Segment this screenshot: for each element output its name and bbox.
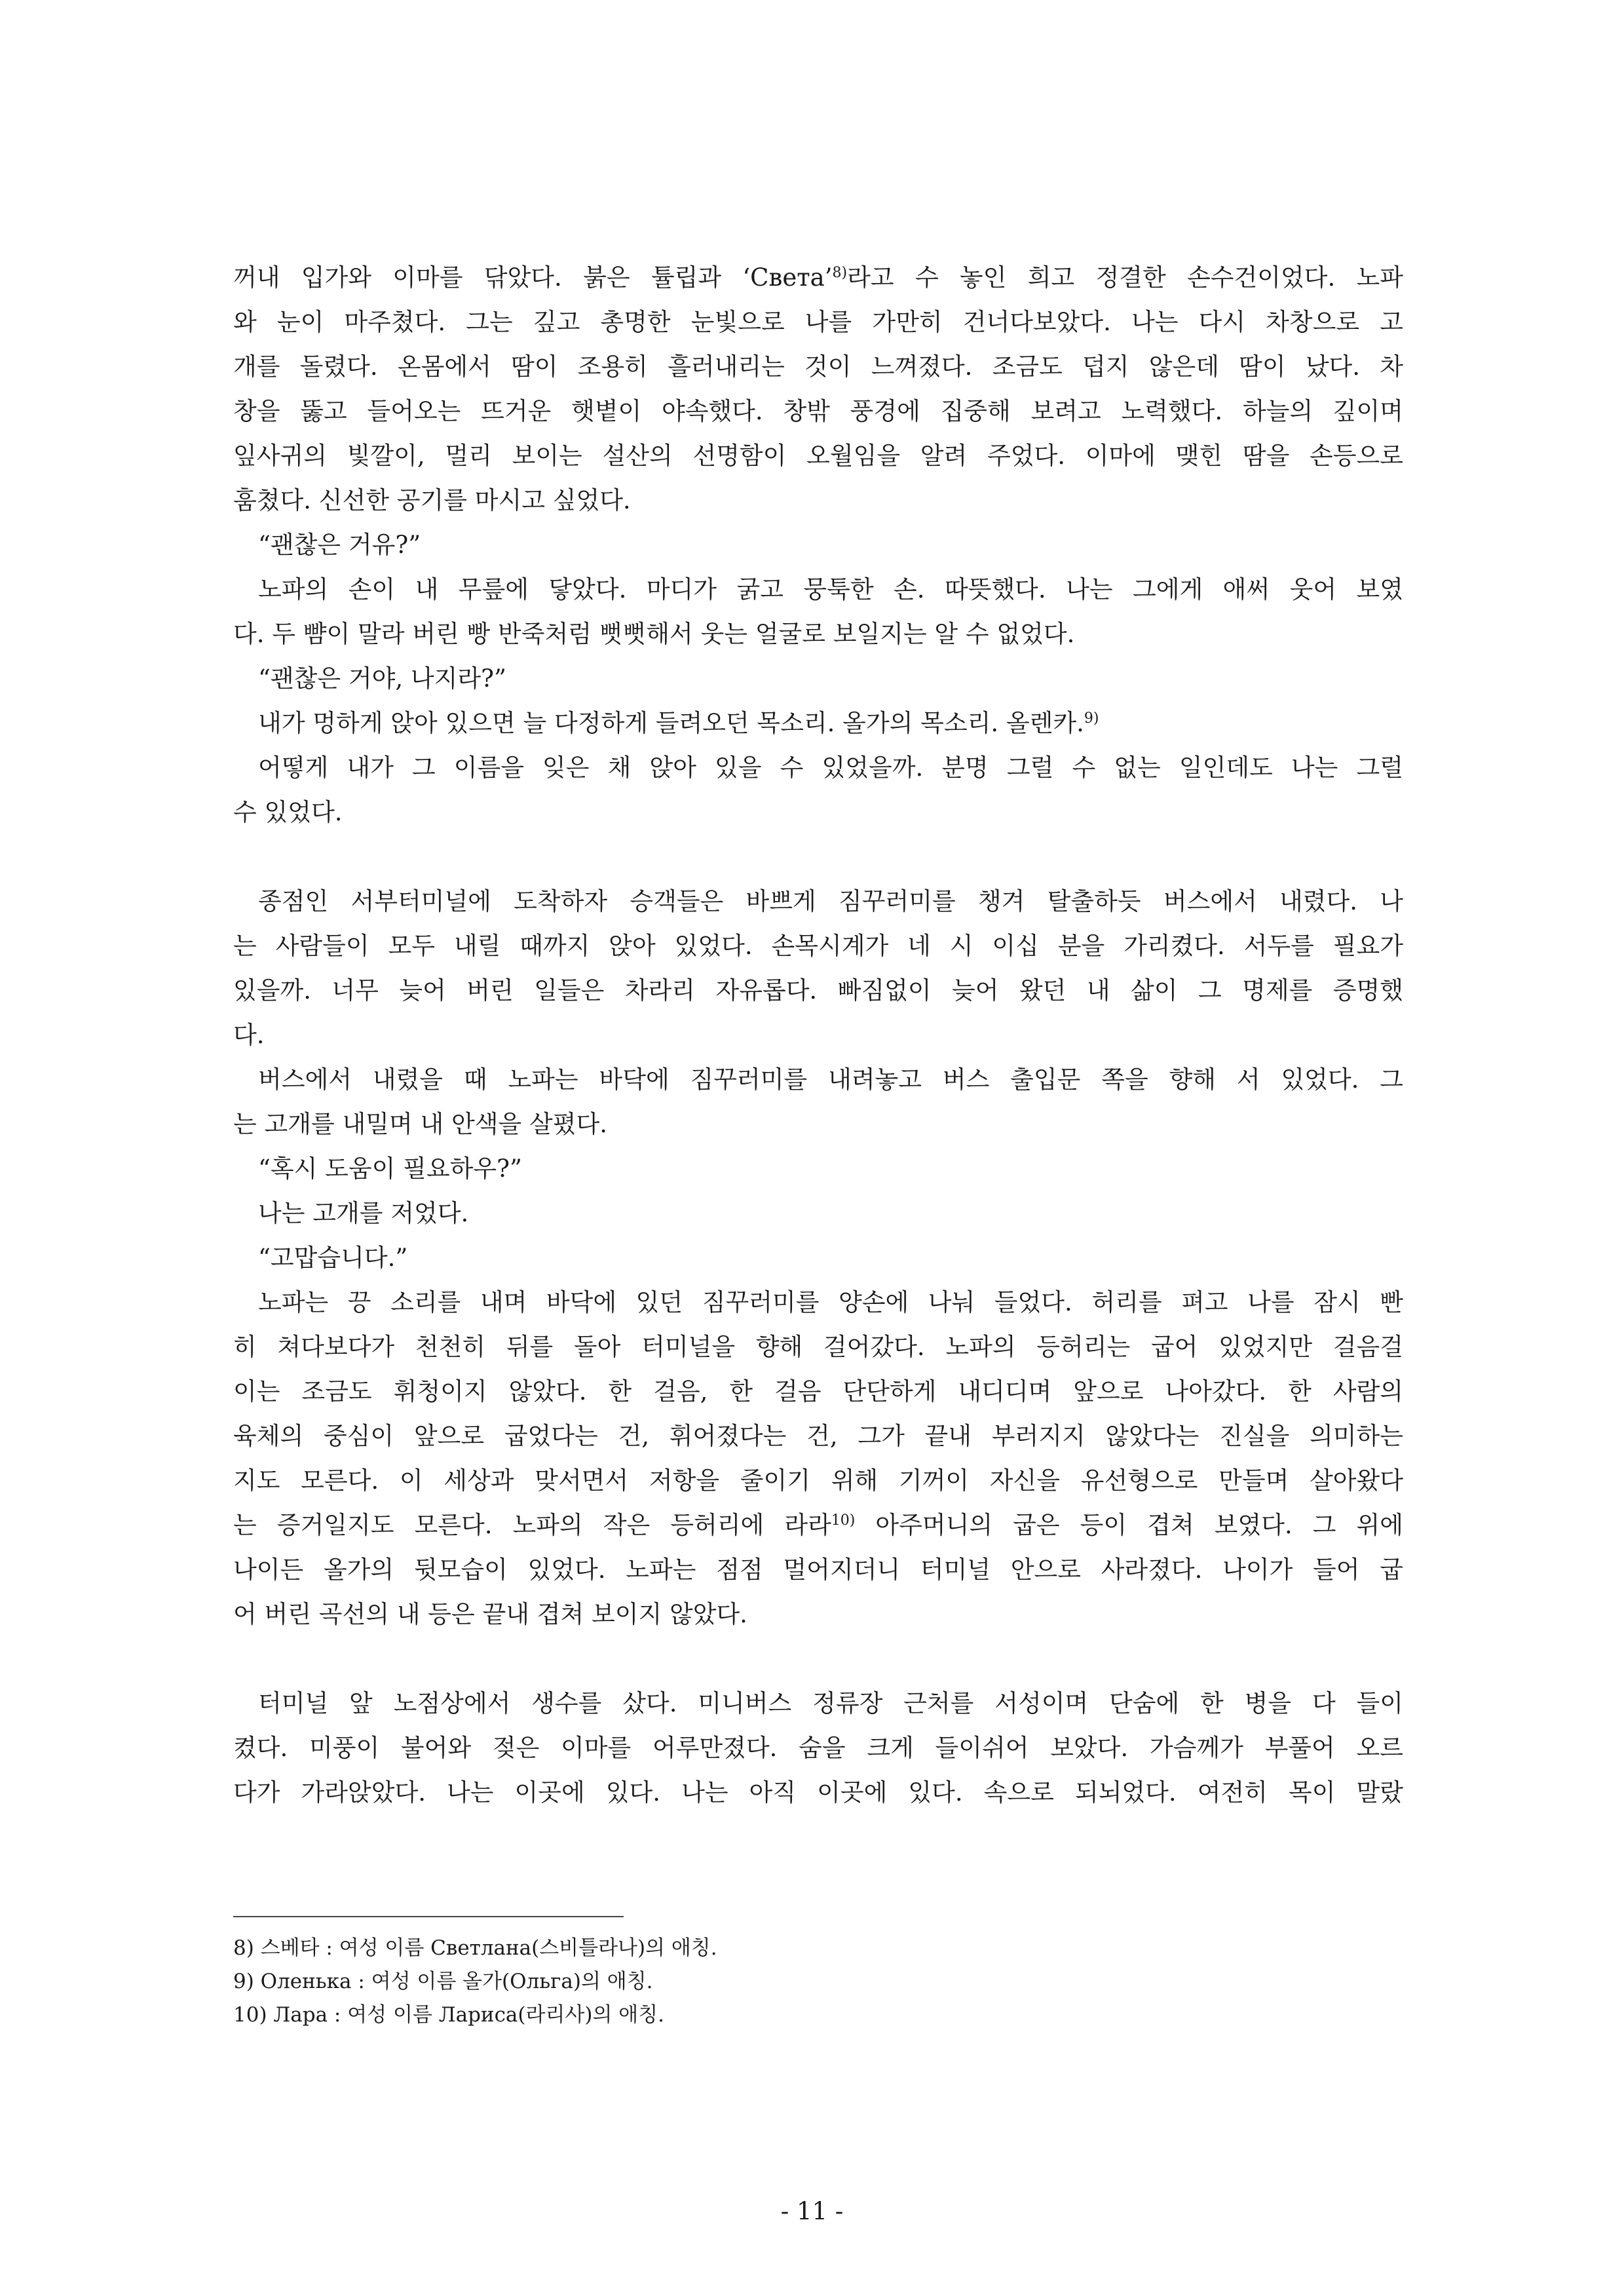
footnote-divider (233, 1916, 624, 1917)
section-break (233, 835, 1403, 879)
paragraph-line: 는 사람들이 모두 내릴 때까지 앉아 있었다. 손목시계가 네 시 이십 분을 가리켰다. 서두를 필요가 (233, 932, 1403, 960)
paragraph-line: 다가 가라앉았다. 나는 이곳에 있다. 나는 아직 이곳에 있다. 속으로 되뇌었다. 여전히 목이 말랐 (233, 1778, 1403, 1807)
section-break (233, 1637, 1403, 1681)
paragraph-line: 나는 고개를 저었다. (258, 1199, 469, 1227)
dialogue-line: “혹시 도움이 필요하우?” (258, 1155, 522, 1183)
paragraph-line: 꺼내 입가와 이마를 닦았다. 붉은 튤립과 ‘Света’$^{8)}$라고 수 놓인 희고 정결한 손수건이었다. 노파 (233, 263, 1403, 292)
footnote-9: 9) Оленька : 여성 이름 올가(Ольга)의 애칭. (233, 1970, 653, 1993)
paragraph-line: 와 눈이 마주쳤다. 그는 깊고 총명한 눈빛으로 나를 가만히 건너다보았다. 나는 다시 차창으로 고 (233, 308, 1403, 336)
paragraph-line: 이는 조금도 휘청이지 않았다. 한 걸음, 한 걸음 단단하게 내디디며 앞으로 나아갔다. 한 사람의 (233, 1377, 1403, 1406)
footnote-ref-10: 10) (831, 1512, 856, 1529)
paragraph-line: 창을 뚫고 들어오는 뜨거운 햇볕이 야속했다. 창밖 풍경에 집중해 보려고 노력했다. 하늘의 깊이며 (233, 397, 1403, 425)
dialogue-line: “괜찮은 거야, 나지라?” (258, 664, 506, 693)
footnotes (233, 1932, 1403, 2032)
paragraph-line: 는 고개를 내밀며 내 안색을 살폈다. (233, 1110, 607, 1138)
paragraph-line: 훔쳤다. 신선한 공기를 마시고 싶었다. (233, 486, 631, 514)
paragraph-line: 수 있었다. (233, 798, 343, 826)
paragraph-line: 는 증거일지도 모른다. 노파의 작은 등허리에 라라$^{10)}$ 아주머니의 굽은 등이 겹쳐 보였다. 그 위에 (233, 1511, 1404, 1539)
paragraph-line: 있을까. 너무 늦어 버린 일들은 차라리 자유롭다. 빠짐없이 늦어 왔던 내 삶이 그 명제를 증명했 (233, 976, 1403, 1004)
paragraph-line: 어떻게 내가 그 이름을 잊은 채 앉아 있을 수 있었을까. 분명 그럴 수 없는 일인데도 나는 그럴 (258, 754, 1403, 782)
page-body (233, 256, 1403, 1815)
paragraph-line: 다. 두 뺨이 말라 버린 빵 반죽처럼 뻣뻣해서 웃는 얼굴로 보일지는 알 수 없었다. (233, 620, 1075, 648)
paragraph-line: 나이든 올가의 뒷모습이 있었다. 노파는 점점 멀어지더니 터미널 안으로 사라졌다. 나이가 들어 굽 (233, 1556, 1403, 1584)
paragraph-line: 개를 돌렸다. 온몸에서 땀이 조용히 흘러내리는 것이 느껴졌다. 조금도 덥지 않은데 땀이 났다. 차 (233, 353, 1403, 381)
paragraph-line: 육체의 중심이 앞으로 굽었다는 건, 휘어졌다는 건, 그가 끝내 부러지지 않았다는 진실을 의미하는 (233, 1422, 1403, 1450)
paragraph-line: 터미널 앞 노점상에서 생수를 샀다. 미니버스 정류장 근처를 서성이며 단숨에 한 병을 다 들이 (258, 1689, 1403, 1717)
paragraph-line: 다. (233, 1021, 265, 1049)
paragraph-line: 노파는 끙 소리를 내며 바닥에 있던 짐꾸러미를 양손에 나눠 들었다. 허리를 펴고 나를 잠시 빤 (258, 1288, 1403, 1316)
paragraph-line: 지도 모른다. 이 세상과 맞서면서 저항을 줄이기 위해 기꺼이 자신을 유선형으로 만들며 살아왔다 (233, 1466, 1403, 1495)
dialogue-line: “고맙습니다.” (258, 1244, 408, 1272)
paragraph-line: 버스에서 내렸을 때 노파는 바닥에 짐꾸러미를 내려놓고 버스 출입문 쪽을 향해 서 있었다. 그 (258, 1065, 1403, 1094)
paragraph-line: 어 버린 곡선의 내 등은 끝내 겹쳐 보이지 않았다. (233, 1600, 747, 1628)
paragraph-line: 내가 멍하게 앉아 있으면 늘 다정하게 들려오던 목소리. 올가의 목소리. 올렌카.$^{9)}$ (258, 709, 1099, 737)
paragraph-line: 히 쳐다보다가 천천히 뒤를 돌아 터미널을 향해 걸어갔다. 노파의 등허리는 굽어 있었지만 걸음걸 (233, 1333, 1403, 1361)
paragraph-line: 잎사귀의 빛깔이, 멀리 보이는 설산의 선명함이 오월임을 알려 주었다. 이마에 맺힌 땀을 손등으로 (233, 442, 1403, 470)
footnote-8: 8) 스베타 : 여성 이름 Светлана(스비틀라나)의 애칭. (233, 1936, 717, 1960)
footnote-ref-8: 8) (832, 265, 848, 281)
dialogue-line: “괜찮은 거유?” (258, 531, 421, 559)
paragraph-line: 켰다. 미풍이 불어와 젖은 이마를 어루만졌다. 숨을 크게 들이쉬어 보았다. 가슴께가 부풀어 오르 (233, 1734, 1403, 1762)
footnote-ref-9: 9) (1084, 710, 1099, 727)
paragraph-line: 노파의 손이 내 무릎에 닿았다. 마디가 굵고 뭉툭한 손. 따뜻했다. 나는 그에게 애써 웃어 보였 (258, 575, 1403, 603)
paragraph-line: 종점인 서부터미널에 도착하자 승객들은 바쁘게 짐꾸러미를 챙겨 탈출하듯 버스에서 내렸다. 나 (258, 887, 1403, 915)
page-number: - 11 - (780, 2197, 844, 2225)
footnote-10: 10) Лара : 여성 이름 Лариса(라리사)의 애칭. (233, 2003, 664, 2027)
